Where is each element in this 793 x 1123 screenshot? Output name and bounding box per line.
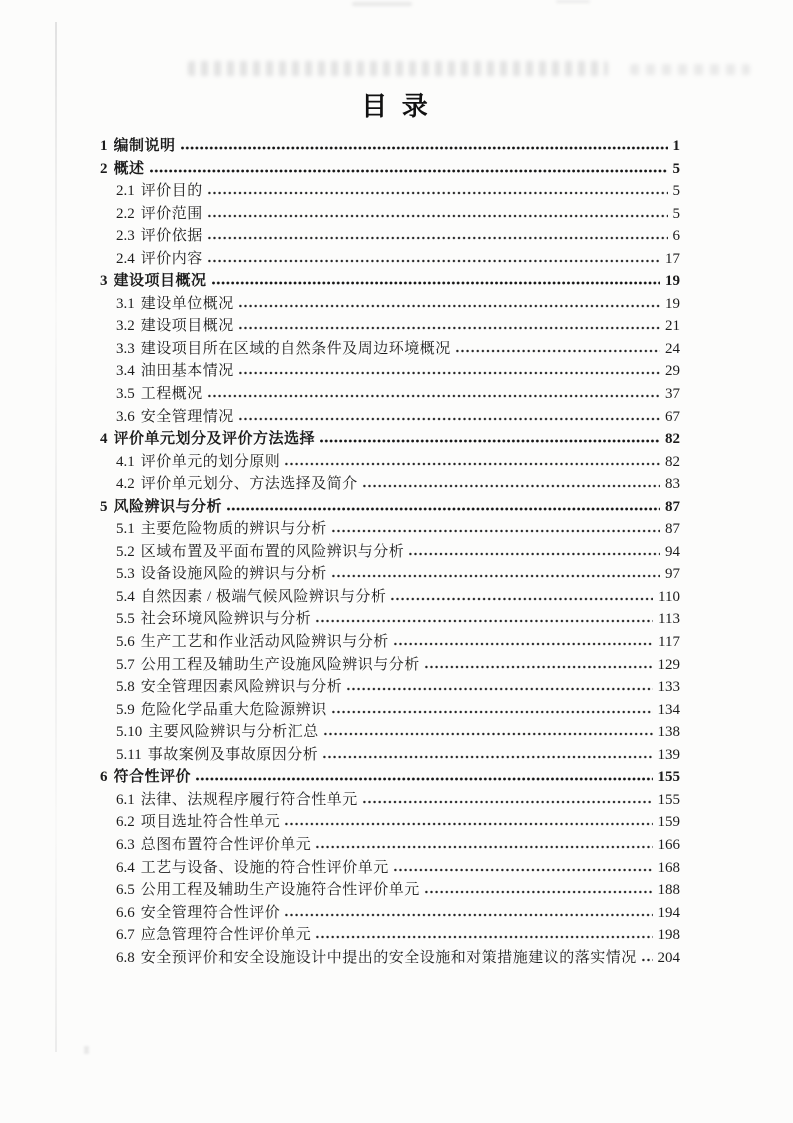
toc-entry-number: 6.5 bbox=[116, 882, 135, 899]
toc-entry-page: 139 bbox=[657, 746, 680, 763]
toc-entry-number: 2 bbox=[100, 160, 108, 177]
dot-leader bbox=[425, 665, 653, 669]
dot-leader bbox=[316, 845, 652, 849]
dot-leader bbox=[363, 484, 660, 488]
toc-entry bbox=[100, 247, 680, 270]
toc-entry-label: 评价范围 bbox=[140, 205, 203, 222]
toc-entry-number: 4 bbox=[100, 431, 108, 448]
toc-entry-label: 主要风险辨识与分析汇总 bbox=[148, 724, 319, 741]
toc-entry-page: 37 bbox=[665, 386, 680, 403]
dot-leader bbox=[208, 394, 660, 398]
toc-entry bbox=[100, 517, 680, 540]
toc-entry bbox=[100, 359, 680, 382]
toc-entry-label: 主要危险物质的辨识与分析 bbox=[140, 521, 327, 538]
toc-entry-number: 2.3 bbox=[116, 228, 135, 245]
toc-entry-label: 评价单元划分及评价方法选择 bbox=[113, 431, 316, 448]
toc-entry-label: 法律、法规程序履行符合性单元 bbox=[140, 791, 358, 808]
dot-leader bbox=[208, 236, 668, 240]
page-title: 目 录 bbox=[361, 92, 432, 121]
dot-leader bbox=[285, 462, 660, 466]
dot-leader bbox=[456, 349, 660, 353]
toc-entry bbox=[100, 450, 680, 473]
scan-speck-artifact bbox=[84, 1046, 89, 1054]
dot-leader bbox=[150, 169, 668, 173]
toc-entry-page: 129 bbox=[657, 656, 680, 673]
toc-entry bbox=[100, 765, 680, 788]
dot-leader bbox=[208, 259, 660, 263]
toc-entry-number: 5.4 bbox=[116, 588, 135, 605]
toc-entry bbox=[100, 472, 680, 495]
toc-entry bbox=[100, 901, 680, 924]
toc-entry-number: 6.8 bbox=[116, 949, 135, 966]
dot-leader bbox=[239, 326, 660, 330]
toc-entry-label: 概述 bbox=[113, 160, 145, 177]
toc-entry-number: 3 bbox=[100, 273, 108, 290]
toc-entry-label: 项目选址符合性单元 bbox=[140, 814, 281, 831]
toc-entry-label: 应急管理符合性评价单元 bbox=[140, 927, 312, 944]
toc-entry bbox=[100, 946, 680, 969]
toc-entry-page: 67 bbox=[665, 408, 680, 425]
toc-entry-page: 82 bbox=[665, 431, 680, 448]
toc-entry-label: 工程概况 bbox=[140, 386, 203, 403]
toc-entry bbox=[100, 382, 680, 405]
toc-entry-label: 公用工程及辅助生产设施符合性评价单元 bbox=[140, 882, 420, 899]
toc-entry-label: 设备设施风险的辨识与分析 bbox=[140, 566, 327, 583]
toc-entry-number: 3.4 bbox=[116, 363, 135, 380]
toc-entry-page: 168 bbox=[657, 859, 680, 876]
toc-entry-number: 3.1 bbox=[116, 295, 135, 312]
toc-entry bbox=[100, 698, 680, 721]
toc-entry-number: 4.1 bbox=[116, 453, 135, 470]
toc-entry-page: 21 bbox=[665, 318, 680, 335]
dot-leader bbox=[227, 507, 660, 511]
toc-entry-number: 5.10 bbox=[116, 724, 143, 741]
toc-entry bbox=[100, 788, 680, 811]
dot-leader bbox=[212, 281, 660, 285]
toc-entry-label: 油田基本情况 bbox=[140, 363, 234, 380]
toc-entry bbox=[100, 405, 680, 428]
toc-entry-number: 6.7 bbox=[116, 927, 135, 944]
toc-entry-label: 公用工程及辅助生产设施风险辨识与分析 bbox=[140, 656, 420, 673]
toc-entry-number: 2.4 bbox=[116, 250, 135, 267]
toc-entry-number: 6.1 bbox=[116, 791, 135, 808]
toc-entry-page: 87 bbox=[665, 498, 680, 515]
toc-entry-page: 188 bbox=[657, 882, 680, 899]
toc-entry-page: 155 bbox=[657, 791, 680, 808]
toc-entry-page: 110 bbox=[658, 588, 680, 605]
dot-leader bbox=[239, 304, 660, 308]
toc-entry-label: 建设项目概况 bbox=[140, 318, 234, 335]
toc-entry-label: 安全管理情况 bbox=[140, 408, 234, 425]
dot-leader bbox=[332, 574, 660, 578]
toc-entry-page: 19 bbox=[665, 273, 680, 290]
toc-entry-page: 82 bbox=[665, 453, 680, 470]
toc-entry-number: 3.6 bbox=[116, 408, 135, 425]
toc-entry-page: 97 bbox=[665, 566, 680, 583]
toc-entry-page: 5 bbox=[672, 205, 680, 222]
toc-entry-number: 3.3 bbox=[116, 340, 135, 357]
dot-leader bbox=[285, 913, 652, 917]
toc-entry-page: 6 bbox=[672, 228, 680, 245]
toc-entry-label: 安全管理因素风险辨识与分析 bbox=[140, 679, 343, 696]
toc-entry bbox=[100, 269, 680, 292]
toc-entry-page: 17 bbox=[665, 250, 680, 267]
dot-leader bbox=[425, 890, 653, 894]
toc-entry bbox=[100, 202, 680, 225]
toc-entry bbox=[100, 585, 680, 608]
scan-bleed-artifact bbox=[630, 64, 750, 75]
toc-entry-number: 6.2 bbox=[116, 814, 135, 831]
toc-entry-number: 6.4 bbox=[116, 859, 135, 876]
toc-entry bbox=[100, 540, 680, 563]
toc-entry-number: 1 bbox=[100, 138, 108, 154]
toc-entry-label: 评价内容 bbox=[140, 250, 203, 267]
dot-leader bbox=[208, 191, 668, 195]
toc-entry-number: 5.3 bbox=[116, 566, 135, 583]
toc-entry-page: 133 bbox=[657, 679, 680, 696]
toc-entry-page: 194 bbox=[657, 904, 680, 921]
toc-entry-page: 134 bbox=[657, 701, 680, 718]
toc-entry-number: 4.2 bbox=[116, 476, 135, 493]
toc-entry-label: 工艺与设备、设施的符合性评价单元 bbox=[140, 859, 389, 876]
toc-entry-page: 29 bbox=[665, 363, 680, 380]
toc-entry-page: 204 bbox=[657, 949, 680, 966]
dot-leader bbox=[394, 868, 653, 872]
toc-entry-page: 198 bbox=[657, 927, 680, 944]
toc-entry-label: 建设项目所在区域的自然条件及周边环境概况 bbox=[140, 340, 451, 357]
toc-entry-page: 5 bbox=[672, 183, 680, 200]
toc-entry-label: 评价依据 bbox=[140, 228, 203, 245]
toc-entry-number: 5.5 bbox=[116, 611, 135, 628]
toc-entry-label: 事故案例及事故原因分析 bbox=[147, 746, 319, 763]
toc-entry-label: 评价单元划分、方法选择及简介 bbox=[140, 476, 358, 493]
scan-speck-artifact bbox=[556, 0, 590, 3]
toc-entry bbox=[100, 314, 680, 337]
toc-entry-number: 3.5 bbox=[116, 386, 135, 403]
toc-entry-number: 2.1 bbox=[116, 183, 135, 200]
toc-entry bbox=[100, 495, 680, 518]
dot-leader bbox=[332, 710, 653, 714]
dot-leader bbox=[208, 214, 668, 218]
dot-leader bbox=[642, 958, 653, 962]
toc-entry bbox=[100, 833, 680, 856]
toc-entry-page: 83 bbox=[665, 476, 680, 493]
toc-entry-page: 117 bbox=[658, 634, 680, 651]
toc-entry bbox=[100, 720, 680, 743]
toc-entry-label: 生产工艺和作业活动风险辨识与分析 bbox=[140, 634, 389, 651]
toc-entry-page: 1 bbox=[672, 138, 680, 154]
toc-entry bbox=[100, 810, 680, 833]
dot-leader bbox=[316, 935, 652, 939]
toc-entry-page: 159 bbox=[657, 814, 680, 831]
toc-entry bbox=[100, 337, 680, 360]
toc-entry-page: 87 bbox=[665, 521, 680, 538]
toc-entry-number: 5.7 bbox=[116, 656, 135, 673]
toc-entry-label: 自然因素 / 极端气候风险辨识与分析 bbox=[140, 588, 387, 605]
toc-entry-page: 5 bbox=[672, 160, 680, 177]
toc-entry-label: 评价单元的划分原则 bbox=[140, 453, 281, 470]
toc-entry-label: 危险化学品重大危险源辨识 bbox=[140, 701, 327, 718]
toc-entry-number: 5 bbox=[100, 498, 108, 515]
toc-entry-label: 总图布置符合性评价单元 bbox=[140, 836, 312, 853]
toc-entry-page: 113 bbox=[658, 611, 680, 628]
dot-leader bbox=[394, 642, 653, 646]
scan-spine-artifact bbox=[55, 22, 57, 1052]
toc-entry-number: 5.2 bbox=[116, 543, 135, 560]
toc-entry-label: 建设单位概况 bbox=[140, 295, 234, 312]
scan-speck-artifact bbox=[352, 2, 412, 6]
dot-leader bbox=[320, 439, 660, 443]
toc-entry-label: 区域布置及平面布置的风险辨识与分析 bbox=[140, 543, 405, 560]
toc-entry bbox=[100, 675, 680, 698]
toc-entry bbox=[100, 224, 680, 247]
toc-entry-label: 风险辨识与分析 bbox=[113, 498, 223, 515]
toc-entry bbox=[100, 653, 680, 676]
toc-entry-page: 19 bbox=[665, 295, 680, 312]
toc-entry-label: 社会环境风险辨识与分析 bbox=[140, 611, 312, 628]
dot-leader bbox=[239, 417, 660, 421]
toc-entry bbox=[100, 134, 680, 157]
dot-leader bbox=[323, 755, 652, 759]
toc-entry bbox=[100, 923, 680, 946]
toc-entry bbox=[100, 743, 680, 766]
toc-entry-page: 24 bbox=[665, 340, 680, 357]
toc-entry-page: 155 bbox=[657, 769, 680, 786]
toc-entry bbox=[100, 607, 680, 630]
dot-leader bbox=[409, 552, 660, 556]
toc-entry bbox=[100, 179, 680, 202]
toc-entry-number: 5.8 bbox=[116, 679, 135, 696]
dot-leader bbox=[285, 822, 652, 826]
toc-entry-label: 建设项目概况 bbox=[113, 273, 207, 290]
toc-entry-number: 5.11 bbox=[116, 746, 142, 763]
toc-entry-label: 安全管理符合性评价 bbox=[140, 904, 281, 921]
dot-leader bbox=[196, 777, 652, 781]
dot-leader bbox=[332, 529, 660, 533]
toc-entry-number: 2.2 bbox=[116, 205, 135, 222]
dot-leader bbox=[391, 597, 653, 601]
toc-entry bbox=[100, 856, 680, 879]
toc-entry-number: 5.1 bbox=[116, 521, 135, 538]
toc-entry-number: 5.6 bbox=[116, 634, 135, 651]
dot-leader bbox=[316, 619, 653, 623]
toc-entry-number: 6.6 bbox=[116, 904, 135, 921]
toc-entry-number: 5.9 bbox=[116, 701, 135, 718]
toc-entry-page: 94 bbox=[665, 543, 680, 560]
toc-entry bbox=[100, 427, 680, 450]
toc-entry bbox=[100, 878, 680, 901]
dot-leader bbox=[347, 687, 652, 691]
toc-list bbox=[100, 134, 680, 968]
toc-entry-label: 符合性评价 bbox=[113, 769, 192, 786]
toc-entry bbox=[100, 157, 680, 180]
toc-entry-page: 166 bbox=[657, 836, 680, 853]
toc-entry-page: 138 bbox=[657, 724, 680, 741]
dot-leader bbox=[324, 732, 653, 736]
scan-bleed-artifact bbox=[188, 61, 608, 76]
dot-leader bbox=[239, 371, 660, 375]
toc-entry bbox=[100, 292, 680, 315]
toc-entry bbox=[100, 630, 680, 653]
toc-entry-number: 3.2 bbox=[116, 318, 135, 335]
toc-entry-number: 6.3 bbox=[116, 836, 135, 853]
dot-leader bbox=[363, 800, 653, 804]
toc-entry-number: 6 bbox=[100, 769, 108, 786]
toc-entry-label: 编制说明 bbox=[113, 138, 176, 154]
toc-entry-label: 安全预评价和安全设施设计中提出的安全设施和对策措施建议的落实情况 bbox=[140, 949, 637, 966]
dot-leader bbox=[181, 146, 668, 150]
toc-entry bbox=[100, 562, 680, 585]
toc-entry-label: 评价目的 bbox=[140, 183, 203, 200]
